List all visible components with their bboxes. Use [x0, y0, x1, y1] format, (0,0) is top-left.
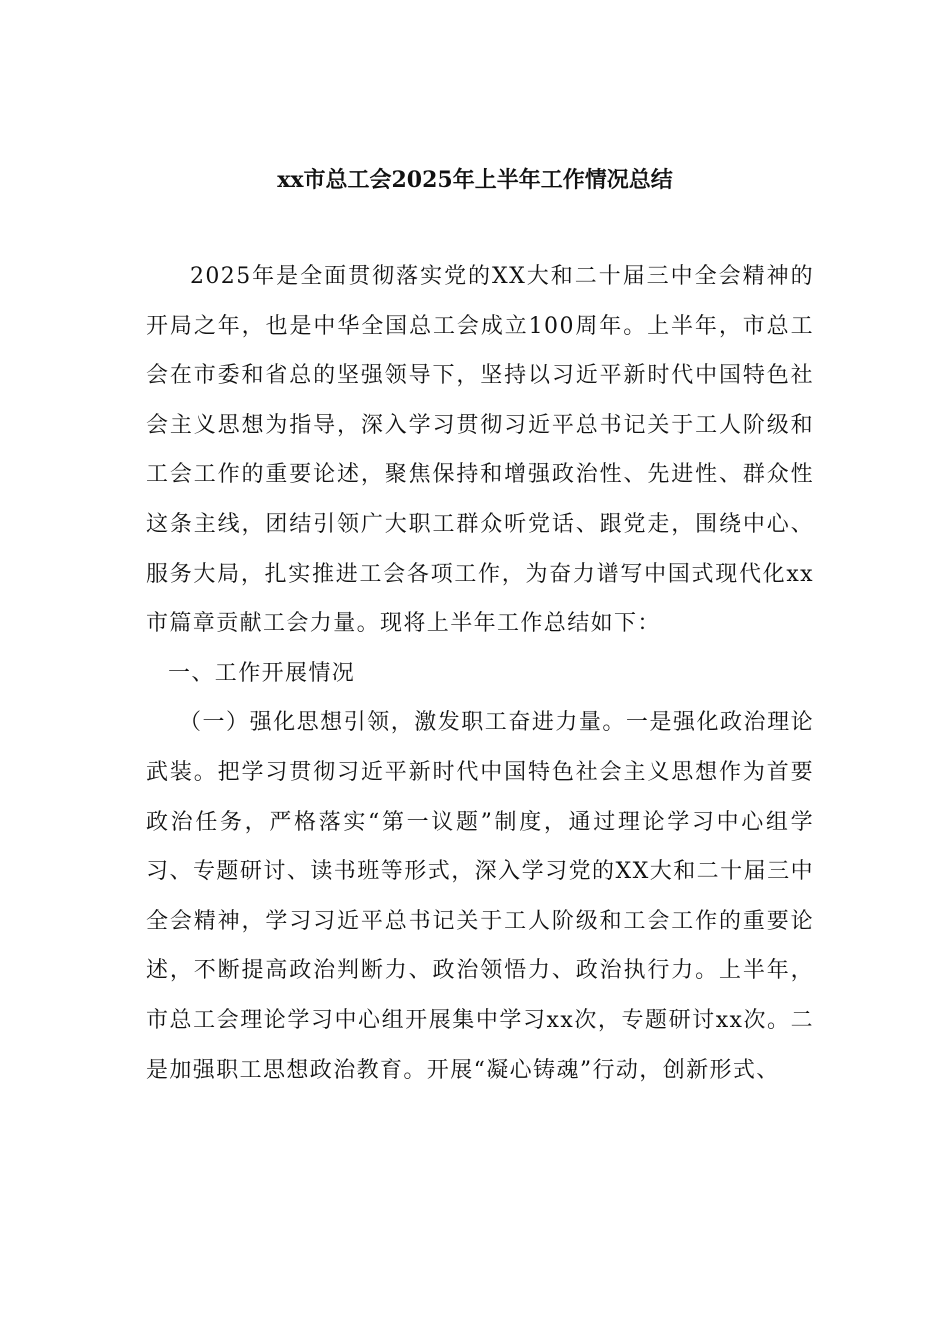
section-heading-1: 一、工作开展情况: [168, 660, 356, 686]
document-body: [146, 252, 814, 1095]
subsection-paragraph-1: （一）强化思想引领，激发职工奋进力量。一是强化政治理论武装。把学习贯彻习近平新时代中国特色社会主义思想作为首要政治任务，严格落实“第一议题”制度，通过理论学习中心组学习、专题研讨、读书班等形式，深入学习党的XX大和二十届三中全会精神，学习习近平总书记关于工人阶级和工会工作的重要论述，不断提高政治判断力、政治领悟力、政治执行力。上半年，市总工会理论学习中心组开展集中学习xx次，专题研讨xx次。二是加强职工思想政治教育。开展“凝心铸魂”行动，创新形式、: [146, 710, 814, 1083]
document-title: xx市总工会2025年上半年工作情况总结: [277, 167, 673, 193]
intro-paragraph: 2025年是全面贯彻落实党的XX大和二十届三中全会精神的开局之年，也是中华全国总工会成立100周年。上半年，市总工会在市委和省总的坚强领导下，坚持以习近平新时代中国特色社会主义思想为指导，深入学习贯彻习近平总书记关于工人阶级和工会工作的重要论述，聚焦保持和增强政治性、先进性、群众性这条主线，团结引领广大职工群众听党话、跟党走，围绕中心、服务大局，扎实推进工会各项工作，为奋力谱写中国式现代化xx市篇章贡献工会力量。现将上半年工作总结如下：: [146, 264, 814, 637]
